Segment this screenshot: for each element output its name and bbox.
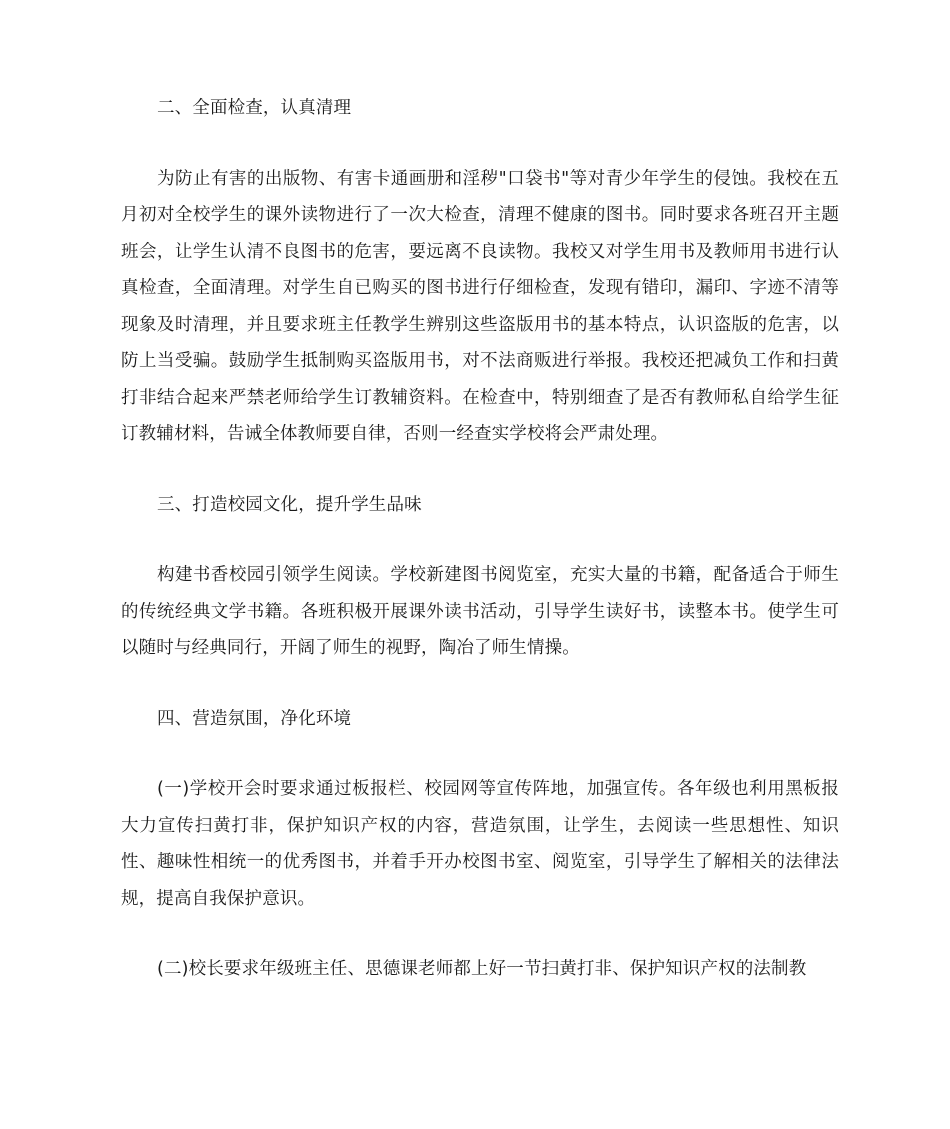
paragraph: 构建书香校园引领学生阅读。学校新建图书阅览室，充实大量的书籍，配备适合于师生的传统经典文学书籍。各班积极开展课外读书活动，引导学生读好书，读整本书。使学生可以随时与经典同行，开阔了师生的视野，陶冶了师生情操。 — [121, 565, 839, 658]
paragraph: (二)校长要求年级班主任、思德课老师都上好一节扫黄打非、保护知识产权的法制教 — [157, 959, 807, 979]
section-heading: 三、打造校园文化，提升学生品味 — [157, 494, 422, 515]
document-body — [121, 90, 839, 988]
section-heading: 四、营造氛围，净化环境 — [157, 708, 352, 729]
paragraph: 为防止有害的出版物、有害卡通画册和淫秽"口袋书"等对青少年学生的侵蚀。我校在五月初对全校学生的课外读物进行了一次大检查，清理不健康的图书。同时要求各班召开主题班会，让学生认清不良图书的危害，要远离不良读物。我校又对学生用书及教师用书进行认真检查，全面清理。对学生自已购买的图书进行仔细检查，发现有错印，漏印、字迹不清等现象及时清理，并且要求班主任教学生辨别这些盗版用书的基本特点，认识盗版的危害，以防上当受骗。鼓励学生抵制购买盗版用书，对不法商贩进行举报。我校还把减负工作和扫黄打非结合起来严禁老师给学生订教辅资料。在检查中，特别细查了是否有教师私自给学生征订教辅材料，告诫全体教师要自律，否则一经查实学校将会严肃处理。 — [121, 168, 839, 444]
section-heading: 二、全面检查，认真清理 — [157, 98, 352, 118]
paragraph: (一)学校开会时要求通过板报栏、校园网等宣传阵地，加强宣传。各年级也利用黑板报大力宣传扫黄打非，保护知识产权的内容，营造氛围，让学生，去阅读一些思想性、知识性、趣味性相统一的优秀图书，并着手开办校图书室、阅览室，引导学生了解相关的法律法规，提高自我保护意识。 — [121, 779, 839, 909]
